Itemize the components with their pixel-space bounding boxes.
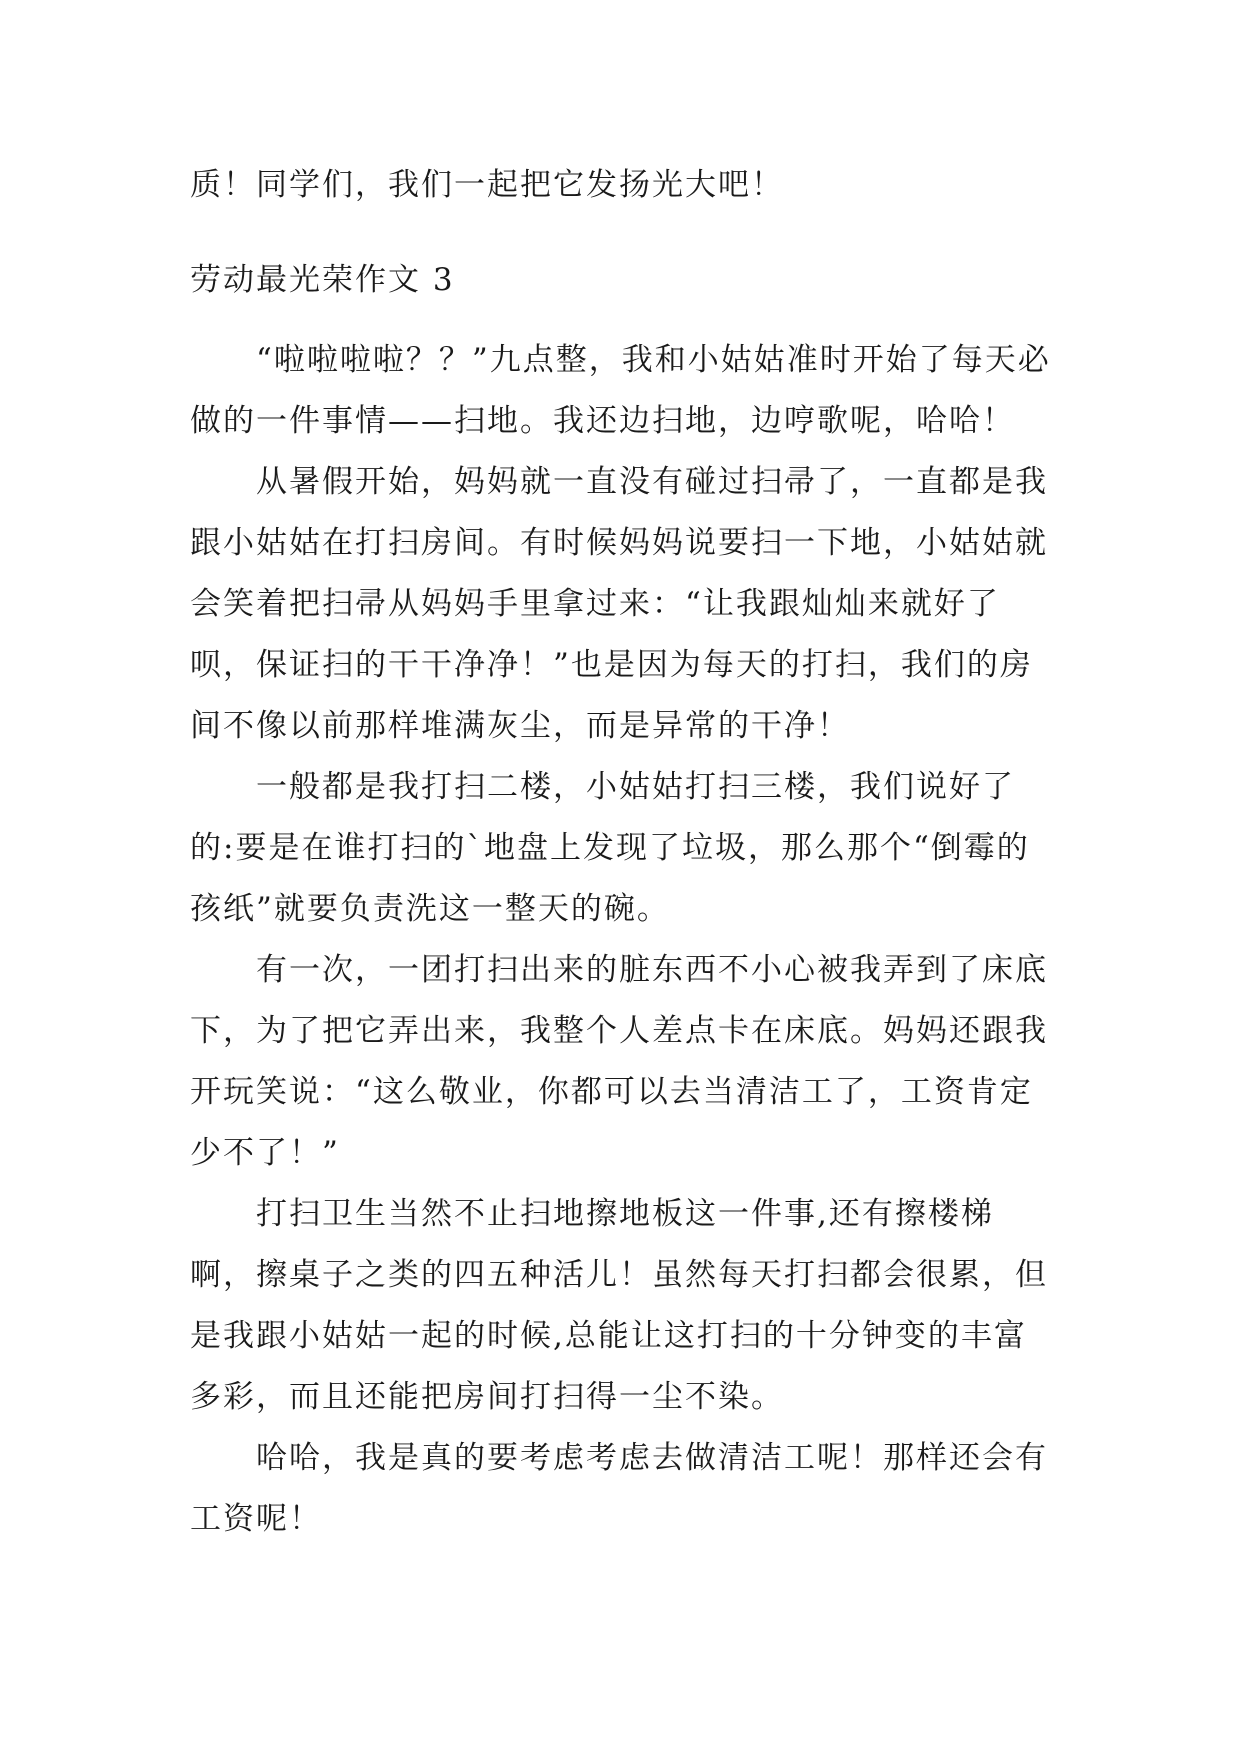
carry-over-line: 质！同学们，我们一起把它发扬光大吧！ xyxy=(190,167,784,203)
essay-body xyxy=(190,330,1052,1550)
paragraph: 哈哈，我是真的要考虑考虑去做清洁工呢！那样还会有工资呢！ xyxy=(190,1440,1048,1537)
paragraph: 一般都是我打扫二楼，小姑姑打扫三楼，我们说好了的:要是在谁打扫的`地盘上发现了垃圾，那么那个“倒霉的孩纸”就要负责洗这一整天的碗。 xyxy=(190,769,1030,927)
paragraph: “啦啦啦啦？？”九点整，我和小姑姑准时开始了每天必做的一件事情——扫地。我还边扫地，边哼歌呢，哈哈！ xyxy=(190,342,1051,439)
paragraph: 打扫卫生当然不止扫地擦地板这一件事,还有擦楼梯啊，擦桌子之类的四五种活儿！虽然每天打扫都会很累，但是我跟小姑姑一起的时候,总能让这打扫的十分钟变的丰富多彩，而且还能把房间打扫得一尘不染。 xyxy=(190,1196,1048,1415)
paragraph: 从暑假开始，妈妈就一直没有碰过扫帚了，一直都是我跟小姑姑在打扫房间。有时候妈妈说要扫一下地，小姑姑就会笑着把扫帚从妈妈手里拿过来：“让我跟灿灿来就好了呗，保证扫的干干净净！”也是因为每天的打扫，我们的房间不像以前那样堆满灰尘，而是异常的干净！ xyxy=(190,464,1048,744)
paragraph: 有一次，一团打扫出来的脏东西不小心被我弄到了床底下，为了把它弄出来，我整个人差点卡在床底。妈妈还跟我开玩笑说：“这么敬业，你都可以去当清洁工了，工资肯定少不了！” xyxy=(190,952,1048,1171)
section-title: 劳动最光荣作文 3 xyxy=(190,262,455,298)
